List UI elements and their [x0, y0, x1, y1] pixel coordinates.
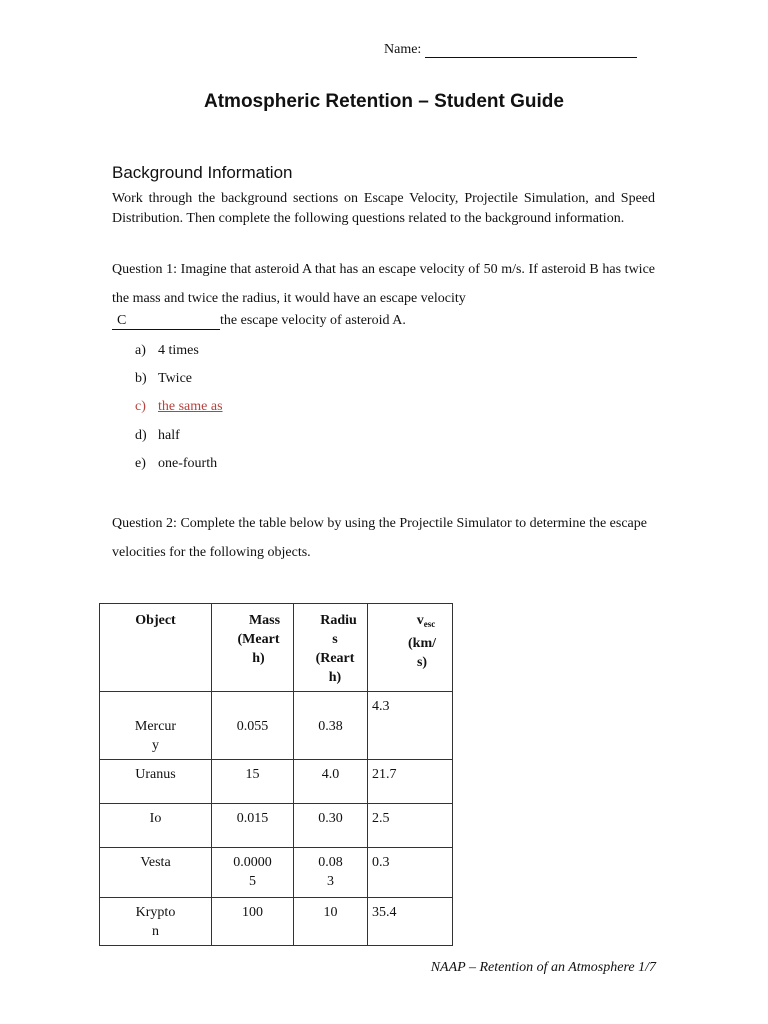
header-object — [100, 604, 212, 692]
cell-object — [100, 848, 212, 898]
header-mass-line: h) — [252, 651, 265, 666]
option-a — [135, 341, 223, 369]
escape-velocity-table — [99, 603, 453, 946]
question-1-answer-blank[interactable]: C — [112, 313, 220, 330]
cell-mass — [212, 804, 294, 848]
vesc-value[interactable]: 21.7 — [372, 767, 397, 782]
header-vesc-subscript: esc — [423, 619, 436, 629]
option-text: 4 times — [158, 343, 199, 358]
page-footer: NAAP – Retention of an Atmosphere 1/7 — [430, 960, 656, 975]
header-vesc — [368, 604, 453, 692]
name-field-row — [384, 42, 637, 58]
table-row — [100, 848, 453, 898]
header-radius-label — [294, 604, 367, 687]
header-mass-line: (Meart — [237, 632, 280, 647]
header-vesc-main: v — [416, 613, 424, 628]
option-text: Twice — [158, 371, 193, 387]
cell-object — [100, 692, 212, 760]
name-label: Name: — [384, 42, 422, 57]
object-line: y — [152, 738, 159, 753]
cell-radius — [294, 692, 368, 760]
cell-vesc[interactable] — [368, 760, 453, 804]
option-d — [135, 426, 223, 454]
header-radius-line: s — [332, 632, 338, 647]
radius-value: 0.38 — [318, 719, 343, 734]
cell-vesc[interactable] — [368, 848, 453, 898]
cell-radius — [294, 848, 368, 898]
vesc-value[interactable]: 2.5 — [372, 811, 390, 826]
option-text: the same as — [158, 399, 223, 415]
mass-line: 5 — [249, 874, 256, 889]
table-row — [100, 898, 453, 946]
header-radius — [294, 604, 368, 692]
object-line: Mercur — [134, 719, 177, 734]
cell-vesc[interactable] — [368, 692, 453, 760]
radius-line: 0.08 — [318, 855, 343, 870]
radius-value: 10 — [323, 905, 338, 920]
header-object-label: Object — [135, 613, 176, 628]
option-c-selected — [135, 397, 223, 425]
option-letter: d) — [135, 427, 147, 443]
header-radius-line: (Reart — [315, 651, 355, 666]
table-row — [100, 804, 453, 848]
question-1-after-blank: the escape velocity of asteroid A. — [220, 313, 406, 328]
table-row — [100, 692, 453, 760]
mass-value: 15 — [245, 767, 260, 782]
option-text: one-fourth — [158, 455, 218, 471]
cell-vesc[interactable] — [368, 898, 453, 946]
table-row — [100, 760, 453, 804]
name-blank-line[interactable] — [425, 43, 637, 58]
radius-value: 4.0 — [321, 767, 340, 782]
option-e — [135, 454, 223, 482]
radius-value: 0.30 — [318, 811, 343, 826]
option-letter: a) — [135, 343, 146, 358]
vesc-value[interactable]: 0.3 — [372, 855, 390, 870]
cell-mass — [212, 898, 294, 946]
cell-radius — [294, 898, 368, 946]
mass-line: 0.0000 — [233, 855, 272, 870]
header-mass-line: Mass — [248, 613, 281, 628]
option-text: half — [158, 427, 180, 443]
mass-value: 0.015 — [236, 811, 269, 826]
mass-value: 100 — [242, 905, 263, 920]
object-line: Io — [149, 811, 162, 826]
header-mass-label — [212, 604, 293, 668]
intro-paragraph: Work through the background sections on Escape Velocity, Projectile Simulation, and Speed Distribution. Then complete the following questions related to the background information. — [112, 191, 655, 226]
vesc-value[interactable]: 35.4 — [372, 905, 397, 920]
header-vesc-line: s) — [416, 655, 428, 670]
mass-value: 0.055 — [236, 719, 269, 734]
cell-mass — [212, 760, 294, 804]
cell-radius — [294, 760, 368, 804]
header-vesc-line: (km/ — [408, 636, 436, 651]
header-radius-line: h) — [328, 670, 342, 685]
cell-object — [100, 898, 212, 946]
header-mass — [212, 604, 294, 692]
option-letter: c) — [135, 399, 146, 415]
vesc-value[interactable]: 4.3 — [372, 699, 390, 714]
cell-mass — [212, 848, 294, 898]
cell-vesc[interactable] — [368, 804, 453, 848]
option-letter: b) — [135, 371, 147, 387]
object-line: Krypto — [135, 905, 176, 920]
header-radius-line: Radiu — [320, 613, 357, 628]
cell-object — [100, 804, 212, 848]
header-vesc-label — [368, 604, 452, 672]
option-b — [135, 369, 223, 397]
radius-line: 3 — [327, 874, 334, 889]
section-heading: Background Information — [112, 163, 293, 182]
question-1-options — [135, 341, 223, 482]
page-title: Atmospheric Retention – Student Guide — [204, 91, 564, 112]
cell-radius — [294, 804, 368, 848]
object-line: n — [152, 924, 159, 939]
object-line: Vesta — [140, 855, 171, 870]
question-1-text: Question 1: Imagine that asteroid A that has an escape velocity of 50 m/s. If asteroid B has twice the mass and twice the radius, it would have an escape velocity — [112, 262, 655, 306]
question-2-text: Question 2: Complete the table below by using the Projectile Simulator to determine the escape velocities for the following objects. — [112, 516, 647, 560]
question-1-answer-line — [112, 313, 406, 330]
option-letter: e) — [135, 455, 146, 471]
table-header-row — [100, 604, 453, 692]
cell-object — [100, 760, 212, 804]
cell-mass — [212, 692, 294, 760]
object-line: Uranus — [135, 767, 176, 782]
